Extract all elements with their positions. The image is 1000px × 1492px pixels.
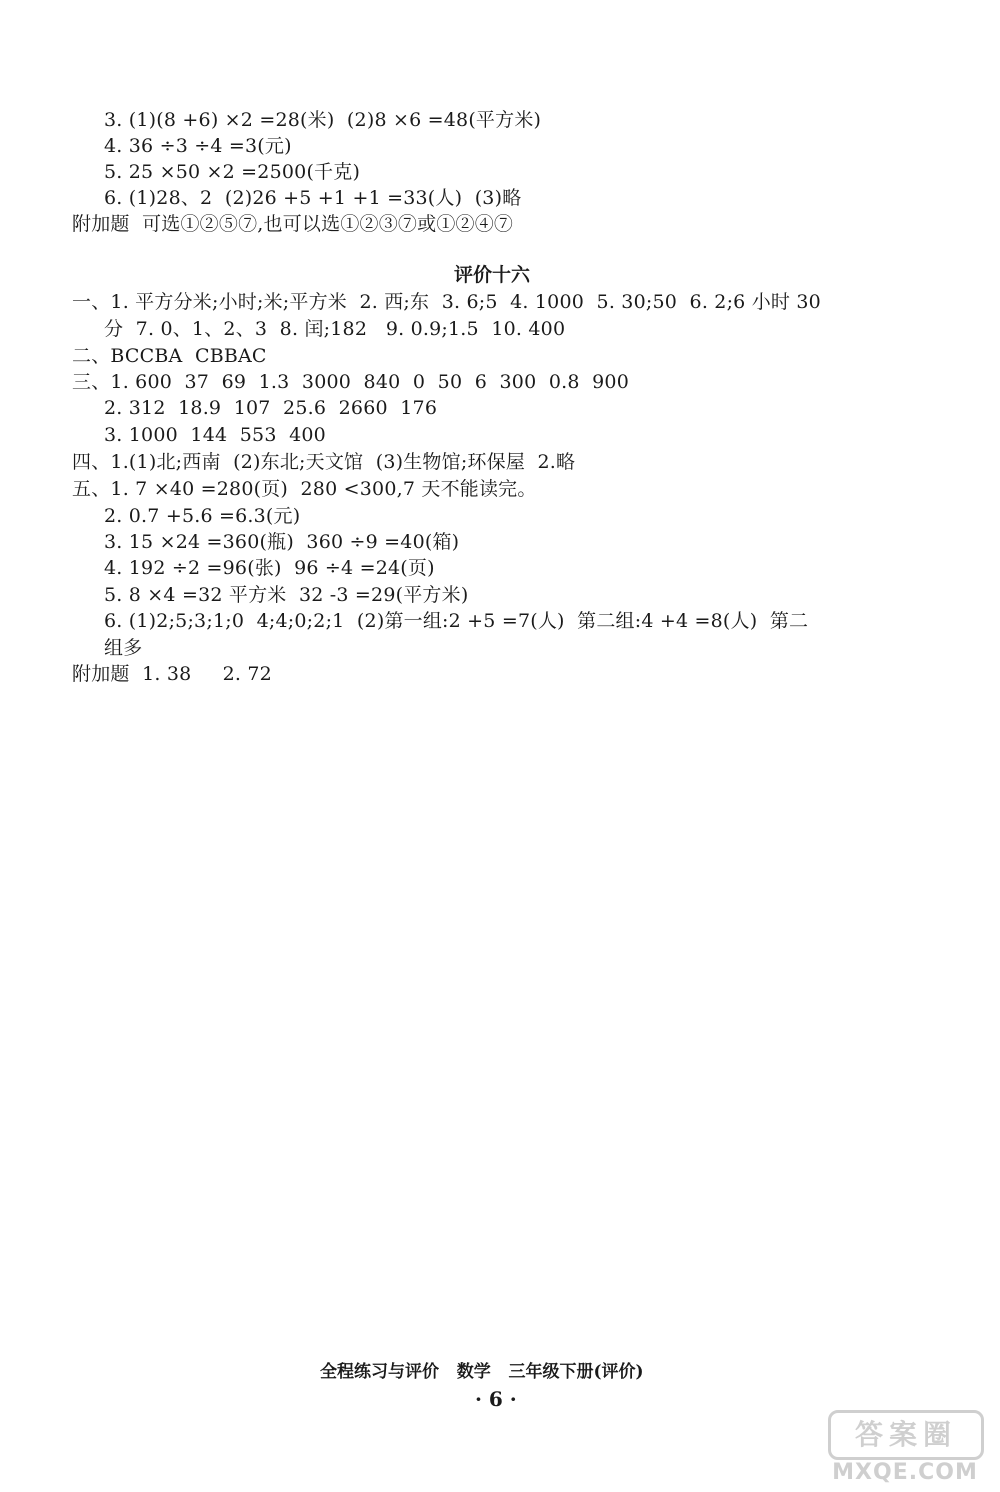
part-5-line-5: 5. 8 ×4 =32 平方米 32 -3 =29(平方米) <box>104 584 469 606</box>
bonus-question-line-2: 附加题 1. 38 2. 72 <box>72 663 272 685</box>
part-5-line-6a: 6. (1)2;5;3;1;0 4;4;0;2;1 (2)第一组:2 +5 =7(人) 第二组:4 +4 =8(人) 第二 <box>104 610 809 632</box>
part-1-line-a: 一、1. 平方分米;小时;米;平方米 2. 西;东 3. 6;5 4. 1000 5. 30;50 6. 2;6 小时 30 <box>72 291 821 313</box>
footer-book-info: 全程练习与评价 数学 三年级下册(评价) <box>320 1362 644 1382</box>
answer-line-6: 6. (1)28、2 (2)26 +5 +1 +1 =33(人) (3)略 <box>104 187 522 209</box>
answer-line-4: 4. 36 ÷3 ÷4 =3(元) <box>104 135 292 157</box>
watermark-logo-text: 答案圈 <box>828 1410 984 1460</box>
part-2-line: 二、BCCBA CBBAC <box>72 345 267 367</box>
answer-line-3: 3. (1)(8 +6) ×2 =28(米) (2)8 ×6 =48(平方米) <box>104 109 542 131</box>
page-number: · 6 · <box>475 1387 517 1411</box>
part-5-line-6b: 组多 <box>104 637 143 659</box>
section-title-eval16: 评价十六 <box>454 264 531 286</box>
part-5-line-1: 五、1. 7 ×40 =280(页) 280 <300,7 天不能读完。 <box>72 478 537 500</box>
part-5-line-3: 3. 15 ×24 =360(瓶) 360 ÷9 =40(箱) <box>104 531 460 553</box>
watermark-site-text: MXQE.COM <box>832 1460 978 1485</box>
watermark-logo <box>820 1410 990 1488</box>
part-5-line-4: 4. 192 ÷2 =96(张) 96 ÷4 =24(页) <box>104 557 435 579</box>
part-3-line-2: 2. 312 18.9 107 25.6 2660 176 <box>104 397 438 419</box>
part-3-line-1: 三、1. 600 37 69 1.3 3000 840 0 50 6 300 0.8 900 <box>72 371 629 393</box>
part-1-line-b: 分 7. 0、1、2、3 8. 闰;182 9. 0.9;1.5 10. 400 <box>104 318 566 340</box>
answer-line-5: 5. 25 ×50 ×2 =2500(千克) <box>104 161 361 183</box>
part-4-line: 四、1.(1)北;西南 (2)东北;天文馆 (3)生物馆;环保屋 2.略 <box>72 451 576 473</box>
part-5-line-2: 2. 0.7 +5.6 =6.3(元) <box>104 505 301 527</box>
part-3-line-3: 3. 1000 144 553 400 <box>104 424 326 446</box>
bonus-question-line: 附加题 可选①②⑤⑦,也可以选①②③⑦或①②④⑦ <box>72 213 514 235</box>
